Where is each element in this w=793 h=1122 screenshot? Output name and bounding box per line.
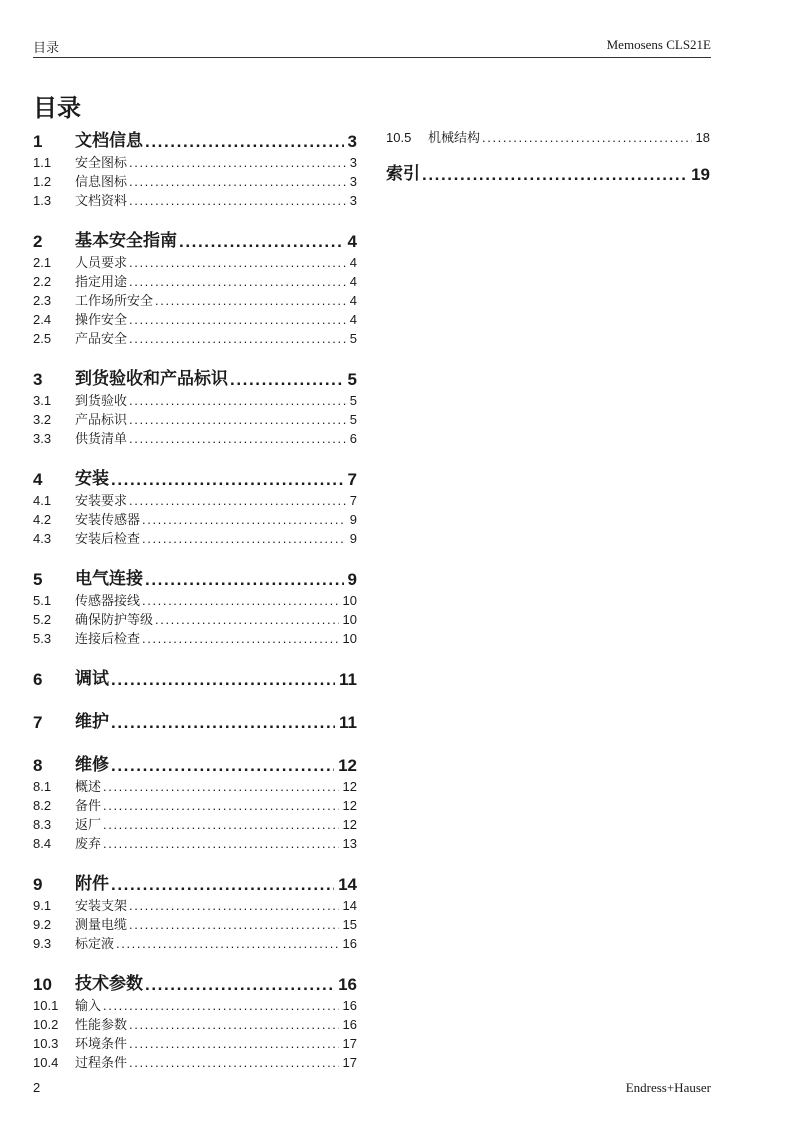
toc-entry-number: 8.1 [33, 779, 52, 794]
toc-leader-dots [129, 1017, 339, 1032]
toc-entry-page: 12 [342, 779, 357, 794]
toc-leader-dots [103, 998, 339, 1013]
toc-leader-dots [129, 1055, 339, 1070]
toc-entry-page: 16 [342, 936, 357, 951]
toc-entry[interactable] [33, 813, 357, 832]
toc-leader-dots [111, 713, 335, 732]
toc-leader-dots [422, 165, 687, 184]
toc-spacer [33, 732, 357, 750]
toc-index-page: 19 [691, 165, 710, 184]
toc-entry[interactable] [33, 489, 357, 508]
toc-leader-dots [179, 232, 344, 251]
toc-chapter-title: 技术参数 [75, 974, 143, 994]
toc-entry[interactable] [33, 289, 357, 308]
toc-leader-dots [145, 975, 334, 994]
toc-entry-number: 2.1 [33, 255, 52, 270]
toc-entry[interactable] [33, 1013, 357, 1032]
toc-spacer [33, 646, 357, 664]
toc-entry-title: 环境条件 [75, 1036, 128, 1051]
toc-leader-dots [129, 312, 346, 327]
toc-entry[interactable] [33, 408, 357, 427]
toc-leader-dots [129, 331, 346, 346]
toc-entry-page: 16 [342, 998, 357, 1013]
toc-spacer [33, 346, 357, 364]
toc-chapter-entry[interactable] [33, 969, 357, 994]
toc-leader-dots [129, 412, 346, 427]
toc-entry[interactable] [33, 327, 357, 346]
toc-left-column [33, 126, 357, 1070]
toc-entry-page: 12 [342, 817, 357, 832]
toc-entry-page: 4 [349, 255, 357, 270]
toc-entry-title: 文档资料 [75, 193, 128, 208]
toc-entry-number: 5.2 [33, 612, 52, 627]
toc-right-column [386, 126, 710, 184]
toc-leader-dots [129, 155, 346, 170]
toc-chapter-number: 3 [33, 370, 43, 389]
toc-entry-number: 10.2 [33, 1017, 59, 1032]
toc-entry[interactable] [33, 170, 357, 189]
toc-leader-dots [111, 470, 344, 489]
toc-entry[interactable] [33, 589, 357, 608]
toc-entry-title: 工作场所安全 [75, 293, 154, 308]
toc-entry[interactable] [33, 251, 357, 270]
toc-entry-title: 过程条件 [75, 1055, 128, 1070]
toc-entry-page: 3 [349, 155, 357, 170]
toc-leader-dots [145, 132, 344, 151]
toc-chapter-page: 12 [338, 756, 357, 775]
toc-entry-number: 10.1 [33, 998, 59, 1013]
header-divider [33, 57, 711, 58]
toc-entry-title: 安装后检查 [75, 531, 141, 546]
toc-entry[interactable] [33, 994, 357, 1013]
header-product-name: Memosens CLS21E [606, 37, 711, 52]
toc-entry-number: 2.4 [33, 312, 52, 327]
toc-leader-dots [129, 174, 346, 189]
toc-entry-page: 6 [349, 431, 357, 446]
toc-chapter-number: 1 [33, 132, 43, 151]
toc-entry[interactable] [33, 189, 357, 208]
toc-leader-dots [142, 631, 339, 646]
toc-entry-title: 供货清单 [75, 431, 128, 446]
toc-entry-title: 人员要求 [75, 255, 128, 270]
toc-entry-page: 4 [349, 293, 357, 308]
toc-entry-title: 信息图标 [75, 174, 128, 189]
toc-entry-title: 废弃 [75, 836, 102, 851]
toc-entry-title: 到货验收 [75, 393, 128, 408]
toc-entry-number: 9.2 [33, 917, 52, 932]
toc-entry-title: 确保防护等级 [75, 612, 154, 627]
toc-spacer [33, 689, 357, 707]
toc-leader-dots [129, 393, 346, 408]
toc-entry[interactable] [33, 913, 357, 932]
toc-entry-title: 连接后检查 [75, 631, 141, 646]
toc-entry-title: 操作安全 [75, 312, 128, 327]
toc-spacer [33, 446, 357, 464]
toc-chapter-page: 9 [347, 570, 357, 589]
toc-chapter-title: 安装 [75, 469, 109, 489]
toc-entry-number: 10.3 [33, 1036, 59, 1051]
toc-entry-page: 9 [349, 512, 357, 527]
toc-entry-page: 10 [342, 612, 357, 627]
toc-leader-dots [129, 917, 339, 932]
toc-entry-number: 5.3 [33, 631, 52, 646]
toc-leader-dots [129, 431, 346, 446]
toc-entry-title: 安全图标 [75, 155, 128, 170]
toc-entry-number: 8.3 [33, 817, 52, 832]
toc-entry-page: 9 [349, 531, 357, 546]
toc-spacer [33, 951, 357, 969]
toc-entry-number: 2.2 [33, 274, 52, 289]
toc-entry[interactable] [33, 794, 357, 813]
toc-entry[interactable] [33, 627, 357, 646]
toc-entry-title: 标定液 [75, 936, 115, 951]
toc-chapter-entry[interactable] [33, 664, 357, 689]
toc-chapter-page: 3 [347, 132, 357, 151]
toc-leader-dots [482, 130, 692, 145]
toc-leader-dots [155, 612, 339, 627]
toc-chapter-number: 10 [33, 975, 52, 994]
toc-entry-title: 安装传感器 [75, 512, 141, 527]
toc-entry-number: 5.1 [33, 593, 52, 608]
toc-entry-number: 10.4 [33, 1055, 59, 1070]
toc-leader-dots [145, 570, 344, 589]
toc-chapter-page: 7 [347, 470, 357, 489]
toc-index-entry[interactable] [386, 159, 710, 184]
page-title: 目录 [33, 93, 81, 122]
toc-chapter-number: 6 [33, 670, 43, 689]
toc-leader-dots [142, 593, 339, 608]
toc-chapter-title: 附件 [75, 874, 109, 894]
toc-leader-dots [103, 817, 339, 832]
toc-leader-dots [111, 756, 334, 775]
toc-chapter-number: 7 [33, 713, 43, 732]
toc-entry-page: 10 [342, 593, 357, 608]
toc-leader-dots [111, 670, 335, 689]
toc-entry-title: 测量电缆 [75, 917, 128, 932]
toc-chapter-page: 11 [339, 713, 357, 732]
toc-entry-page: 17 [342, 1036, 357, 1051]
toc-entry-page: 14 [342, 898, 357, 913]
toc-entry[interactable] [33, 508, 357, 527]
toc-entry[interactable] [33, 1032, 357, 1051]
toc-entry-page: 3 [349, 193, 357, 208]
toc-entry-page: 13 [342, 836, 357, 851]
toc-entry-number: 4.1 [33, 493, 52, 508]
toc-chapter-number: 5 [33, 570, 43, 589]
toc-entry-number: 8.4 [33, 836, 52, 851]
toc-entry-page: 18 [695, 130, 710, 145]
toc-leader-dots [103, 779, 339, 794]
toc-chapter-entry[interactable] [33, 564, 357, 589]
toc-entry-title: 产品安全 [75, 331, 128, 346]
toc-entry-number: 1.3 [33, 193, 52, 208]
toc-entry-title: 安装支架 [75, 898, 128, 913]
toc-chapter-title: 维修 [75, 755, 109, 775]
toc-spacer [33, 851, 357, 869]
toc-leader-dots [155, 293, 346, 308]
toc-entry-number: 2.5 [33, 331, 52, 346]
toc-chapter-title: 到货验收和产品标识 [75, 369, 228, 389]
toc-leader-dots [116, 936, 339, 951]
toc-chapter-number: 2 [33, 232, 43, 251]
toc-leader-dots [129, 1036, 339, 1051]
toc-entry-title: 性能参数 [75, 1017, 128, 1032]
toc-chapter-entry[interactable] [33, 707, 357, 732]
toc-entry-title: 返厂 [75, 817, 102, 832]
toc-leader-dots [111, 875, 334, 894]
toc-entry-number: 4.3 [33, 531, 52, 546]
toc-entry[interactable] [33, 270, 357, 289]
toc-leader-dots [129, 274, 346, 289]
toc-chapter-page: 4 [347, 232, 357, 251]
toc-entry-title: 概述 [75, 779, 102, 794]
toc-chapter-number: 9 [33, 875, 43, 894]
toc-entry-title: 指定用途 [75, 274, 128, 289]
toc-entry-page: 5 [349, 393, 357, 408]
toc-entry-title: 输入 [75, 998, 102, 1013]
toc-chapter-page: 16 [338, 975, 357, 994]
toc-entry-number: 9.1 [33, 898, 52, 913]
toc-chapter-title: 电气连接 [75, 569, 143, 589]
toc-entry-number: 8.2 [33, 798, 52, 813]
toc-chapter-title: 文档信息 [75, 131, 143, 151]
header-section-title: 目录 [33, 40, 60, 55]
toc-leader-dots [230, 370, 344, 389]
toc-entry-page: 5 [349, 412, 357, 427]
toc-entry-title: 备件 [75, 798, 102, 813]
toc-entry-title: 安装要求 [75, 493, 128, 508]
toc-entry-page: 5 [349, 331, 357, 346]
toc-leader-dots [129, 193, 346, 208]
toc-chapter-entry[interactable] [33, 869, 357, 894]
toc-chapter-entry[interactable] [33, 126, 357, 151]
toc-chapter-title: 维护 [75, 712, 109, 732]
toc-entry-page: 12 [342, 798, 357, 813]
toc-chapter-page: 11 [339, 670, 357, 689]
toc-entry[interactable] [386, 126, 710, 145]
toc-entry-number: 1.1 [33, 155, 52, 170]
toc-chapter-title: 调试 [75, 669, 109, 689]
toc-entry-page: 10 [342, 631, 357, 646]
toc-entry-title: 传感器接线 [75, 593, 141, 608]
toc-entry-page: 4 [349, 312, 357, 327]
footer-page-number: 2 [33, 1080, 41, 1095]
toc-chapter-number: 8 [33, 756, 43, 775]
toc-entry-number: 10.5 [386, 130, 412, 145]
toc-chapter-title: 基本安全指南 [75, 231, 177, 251]
toc-entry-title: 机械结构 [428, 130, 481, 145]
toc-entry-number: 3.1 [33, 393, 52, 408]
toc-entry-page: 3 [349, 174, 357, 189]
toc-entry[interactable] [33, 151, 357, 170]
toc-spacer [33, 208, 357, 226]
toc-chapter-page: 5 [347, 370, 357, 389]
toc-entry[interactable] [33, 608, 357, 627]
footer-brand: Endress+Hauser [625, 1080, 711, 1095]
toc-entry[interactable] [33, 832, 357, 851]
toc-entry-number: 9.3 [33, 936, 52, 951]
toc-chapter-number: 4 [33, 470, 43, 489]
toc-chapter-entry[interactable] [33, 364, 357, 389]
toc-entry-page: 4 [349, 274, 357, 289]
toc-leader-dots [142, 531, 346, 546]
toc-entry[interactable] [33, 894, 357, 913]
toc-entry[interactable] [33, 932, 357, 951]
toc-chapter-entry[interactable] [33, 464, 357, 489]
toc-leader-dots [103, 836, 339, 851]
toc-entry-page: 15 [342, 917, 357, 932]
toc-entry-number: 2.3 [33, 293, 52, 308]
toc-index-title: 索引 [386, 164, 420, 184]
toc-entry-number: 4.2 [33, 512, 52, 527]
toc-leader-dots [129, 898, 339, 913]
toc-entry-page: 17 [342, 1055, 357, 1070]
toc-leader-dots [129, 255, 346, 270]
toc-entry-title: 产品标识 [75, 412, 128, 427]
toc-chapter-entry[interactable] [33, 226, 357, 251]
toc-leader-dots [103, 798, 339, 813]
toc-entry-page: 7 [349, 493, 357, 508]
toc-entry[interactable] [33, 308, 357, 327]
toc-entry-page: 16 [342, 1017, 357, 1032]
toc-entry-number: 1.2 [33, 174, 52, 189]
toc-entry[interactable] [33, 527, 357, 546]
toc-spacer [33, 546, 357, 564]
toc-entry-number: 3.2 [33, 412, 52, 427]
toc-leader-dots [142, 512, 346, 527]
toc-chapter-entry[interactable] [33, 750, 357, 775]
toc-leader-dots [129, 493, 346, 508]
toc-entry[interactable] [33, 389, 357, 408]
toc-entry-number: 3.3 [33, 431, 52, 446]
toc-entry[interactable] [33, 1051, 357, 1070]
toc-chapter-page: 14 [338, 875, 357, 894]
toc-entry[interactable] [33, 775, 357, 794]
toc-entry[interactable] [33, 427, 357, 446]
